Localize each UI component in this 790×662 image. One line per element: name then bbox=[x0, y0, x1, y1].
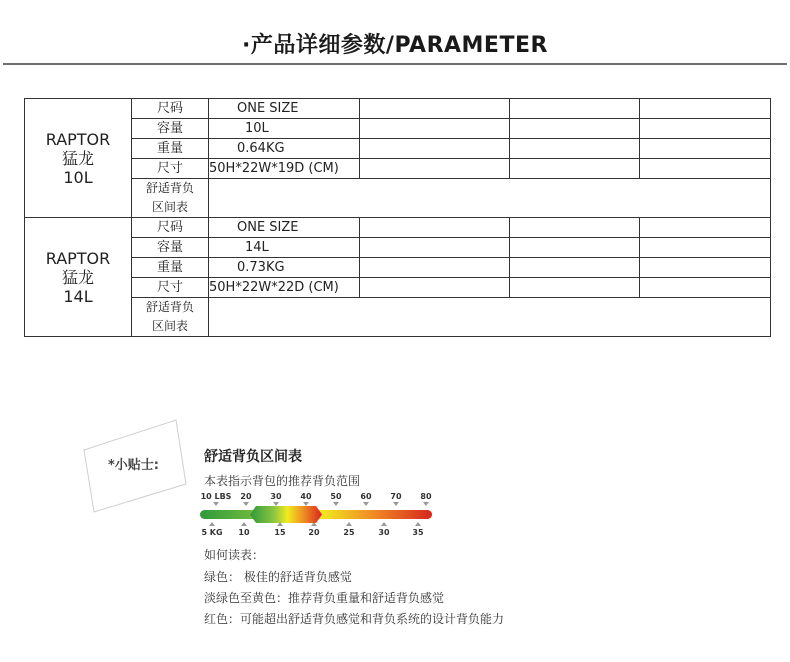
legend-red: 红色：可能超出舒适背负感觉和背负系统的设计背负能力 bbox=[204, 612, 505, 626]
tick-marker bbox=[311, 522, 317, 526]
tick-marker bbox=[277, 522, 283, 526]
lbs-tick-label: 50 bbox=[330, 492, 342, 501]
row-value: ONE SIZE bbox=[209, 99, 360, 119]
tick-marker bbox=[273, 502, 279, 506]
empty-cell bbox=[360, 258, 510, 278]
table-row bbox=[25, 99, 771, 119]
row-value: 10L bbox=[209, 119, 360, 139]
table-row bbox=[25, 258, 771, 278]
kg-tick-label: 35 bbox=[412, 528, 424, 537]
tick-marker bbox=[346, 522, 352, 526]
product-name: RAPTOR bbox=[45, 129, 111, 149]
lbs-tick-label: 20 bbox=[240, 492, 252, 501]
empty-cell bbox=[640, 159, 771, 179]
empty-cell bbox=[640, 258, 771, 278]
kg-tick-label: 15 bbox=[274, 528, 286, 537]
comfort-table-title: 舒适背负区间表 bbox=[204, 449, 302, 465]
product-name: RAPTOR bbox=[45, 248, 111, 268]
how-to-read-title: 如何读表： bbox=[204, 548, 265, 562]
table-row bbox=[25, 119, 771, 139]
product-name-cell bbox=[25, 99, 132, 218]
legend-green: 绿色： 极佳的舒适背负感觉 bbox=[204, 570, 352, 584]
comfort-scale bbox=[196, 490, 436, 540]
row-label: 重量 bbox=[132, 139, 209, 159]
row-value: 0.73KG bbox=[209, 258, 360, 278]
product-name-cn: 猛龙 bbox=[61, 148, 94, 168]
empty-cell bbox=[360, 159, 510, 179]
kg-tick-label: 10 bbox=[238, 528, 250, 537]
row-value: ONE SIZE bbox=[209, 218, 360, 238]
row-label: 尺寸 bbox=[132, 278, 209, 298]
lbs-tick-label: 10 LBS bbox=[200, 492, 232, 501]
lbs-tick-label: 30 bbox=[270, 492, 282, 501]
tick-marker bbox=[209, 522, 215, 526]
empty-cell bbox=[510, 238, 640, 258]
title-divider bbox=[3, 63, 787, 65]
table-row bbox=[25, 298, 771, 337]
empty-cell bbox=[640, 278, 771, 298]
table-row bbox=[25, 278, 771, 298]
kg-tick-label: 30 bbox=[378, 528, 390, 537]
row-value: 50H*22W*22D (CM) bbox=[209, 278, 360, 298]
table-row bbox=[25, 179, 771, 218]
empty-cell bbox=[510, 218, 640, 238]
table-row bbox=[25, 218, 771, 238]
empty-cell bbox=[360, 99, 510, 119]
comfort-range-cell bbox=[209, 298, 771, 337]
row-value: 50H*22W*19D (CM) bbox=[209, 159, 360, 179]
tick-marker bbox=[333, 502, 339, 506]
tick-marker bbox=[415, 522, 421, 526]
row-label: 尺码 bbox=[132, 99, 209, 119]
kg-tick-label: 20 bbox=[308, 528, 320, 537]
lbs-tick-label: 80 bbox=[420, 492, 432, 501]
lbs-tick-label: 40 bbox=[300, 492, 312, 501]
lbs-tick-label: 60 bbox=[360, 492, 372, 501]
page-title: ·产品详细参数/PARAMETER bbox=[242, 33, 548, 58]
row-label: 尺码 bbox=[132, 218, 209, 238]
row-label: 重量 bbox=[132, 258, 209, 278]
kg-tick-label: 5 KG bbox=[201, 528, 223, 537]
empty-cell bbox=[360, 238, 510, 258]
empty-cell bbox=[510, 99, 640, 119]
empty-cell bbox=[360, 218, 510, 238]
tick-marker bbox=[363, 502, 369, 506]
empty-cell bbox=[510, 278, 640, 298]
table-row bbox=[25, 139, 771, 159]
empty-cell bbox=[360, 278, 510, 298]
row-value: 14L bbox=[209, 238, 360, 258]
tick-marker bbox=[423, 502, 429, 506]
row-label: 容量 bbox=[132, 119, 209, 139]
kg-tick-label: 25 bbox=[343, 528, 355, 537]
empty-cell bbox=[510, 139, 640, 159]
tick-marker bbox=[303, 502, 309, 506]
empty-cell bbox=[640, 99, 771, 119]
lbs-tick-label: 70 bbox=[390, 492, 402, 501]
tick-marker bbox=[381, 522, 387, 526]
empty-cell bbox=[510, 159, 640, 179]
empty-cell bbox=[360, 119, 510, 139]
empty-cell bbox=[640, 218, 771, 238]
comfort-range-cell bbox=[209, 179, 771, 218]
empty-cell bbox=[640, 139, 771, 159]
row-label: 容量 bbox=[132, 238, 209, 258]
tick-marker bbox=[213, 502, 219, 506]
empty-cell bbox=[510, 119, 640, 139]
empty-cell bbox=[510, 258, 640, 278]
comfort-table-description: 本表指示背包的推荐背负范围 bbox=[204, 474, 361, 488]
tick-marker bbox=[243, 502, 249, 506]
empty-cell bbox=[640, 119, 771, 139]
row-value: 0.64KG bbox=[209, 139, 360, 159]
tip-label: *小贴士: bbox=[108, 458, 159, 473]
product-name-cn: 猛龙 bbox=[61, 267, 94, 287]
product-volume: 10L bbox=[63, 167, 93, 187]
product-name-cell bbox=[25, 218, 132, 337]
empty-cell bbox=[360, 139, 510, 159]
legend-light-green-yellow: 淡绿色至黄色：推荐背负重量和舒适背负感觉 bbox=[204, 591, 445, 605]
row-label: 尺寸 bbox=[132, 159, 209, 179]
table-row bbox=[25, 238, 771, 258]
tick-marker bbox=[241, 522, 247, 526]
empty-cell bbox=[640, 238, 771, 258]
product-volume: 14L bbox=[63, 286, 93, 306]
parameter-table bbox=[24, 98, 771, 337]
table-row bbox=[25, 159, 771, 179]
comfort-range-label: 舒适背负 区间表 bbox=[132, 179, 209, 218]
tick-marker bbox=[393, 502, 399, 506]
comfort-range-label: 舒适背负 区间表 bbox=[132, 298, 209, 337]
